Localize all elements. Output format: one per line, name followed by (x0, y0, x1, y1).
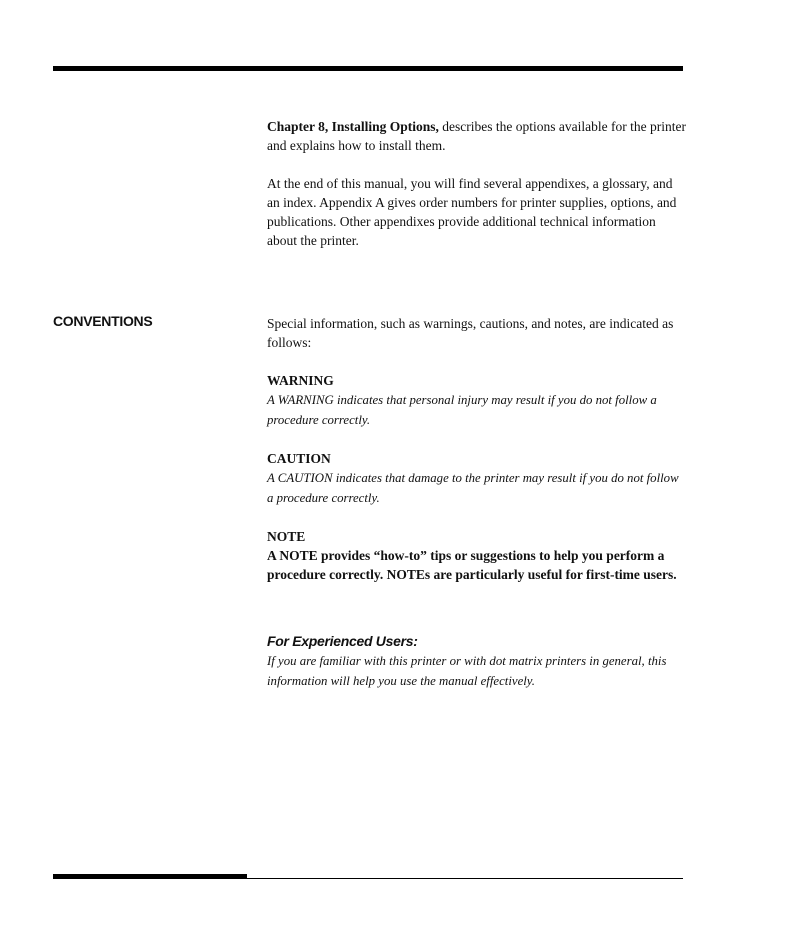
caution-label: CAUTION (267, 451, 331, 466)
warning-label: WARNING (267, 373, 334, 388)
experienced-text: If you are familiar with this printer or with dot matrix printers in general, this information will help you use the manual effectively. (267, 654, 667, 688)
caution-block (267, 449, 687, 508)
chapter8-text: describes the options available for the printer and explains how to install them. (267, 119, 686, 153)
warning-text: A WARNING indicates that personal injury may result if you do not follow a procedure correctly. (267, 393, 657, 427)
conventions-section (267, 314, 687, 691)
appendix-paragraph: At the end of this manual, you will find several appendixes, a glossary, and an index. Appendix A gives order numbers for printer supplies, options, and publications. Other appendixes provide additional technical information about the printer. (267, 176, 677, 248)
chapter8-paragraph (267, 117, 687, 155)
intro-section (267, 117, 687, 250)
bottom-rule-thick (53, 874, 247, 879)
experienced-block (267, 632, 687, 691)
chapter8-title: Chapter 8, Installing Options, (267, 119, 439, 134)
warning-block (267, 371, 687, 430)
note-label: NOTE (267, 529, 306, 544)
experienced-heading: For Experienced Users: (267, 633, 418, 649)
top-rule (53, 66, 683, 71)
note-block (267, 527, 687, 584)
conventions-lead: Special information, such as warnings, cautions, and notes, are indicated as follows: (267, 316, 674, 350)
note-text: A NOTE provides “how-to” tips or suggestions to help you perform a procedure correctly. NOTEs are particularly useful for first-time users. (267, 548, 677, 582)
caution-text: A CAUTION indicates that damage to the printer may result if you do not follow a procedure correctly. (267, 471, 679, 505)
conventions-heading: CONVENTIONS (53, 313, 153, 329)
